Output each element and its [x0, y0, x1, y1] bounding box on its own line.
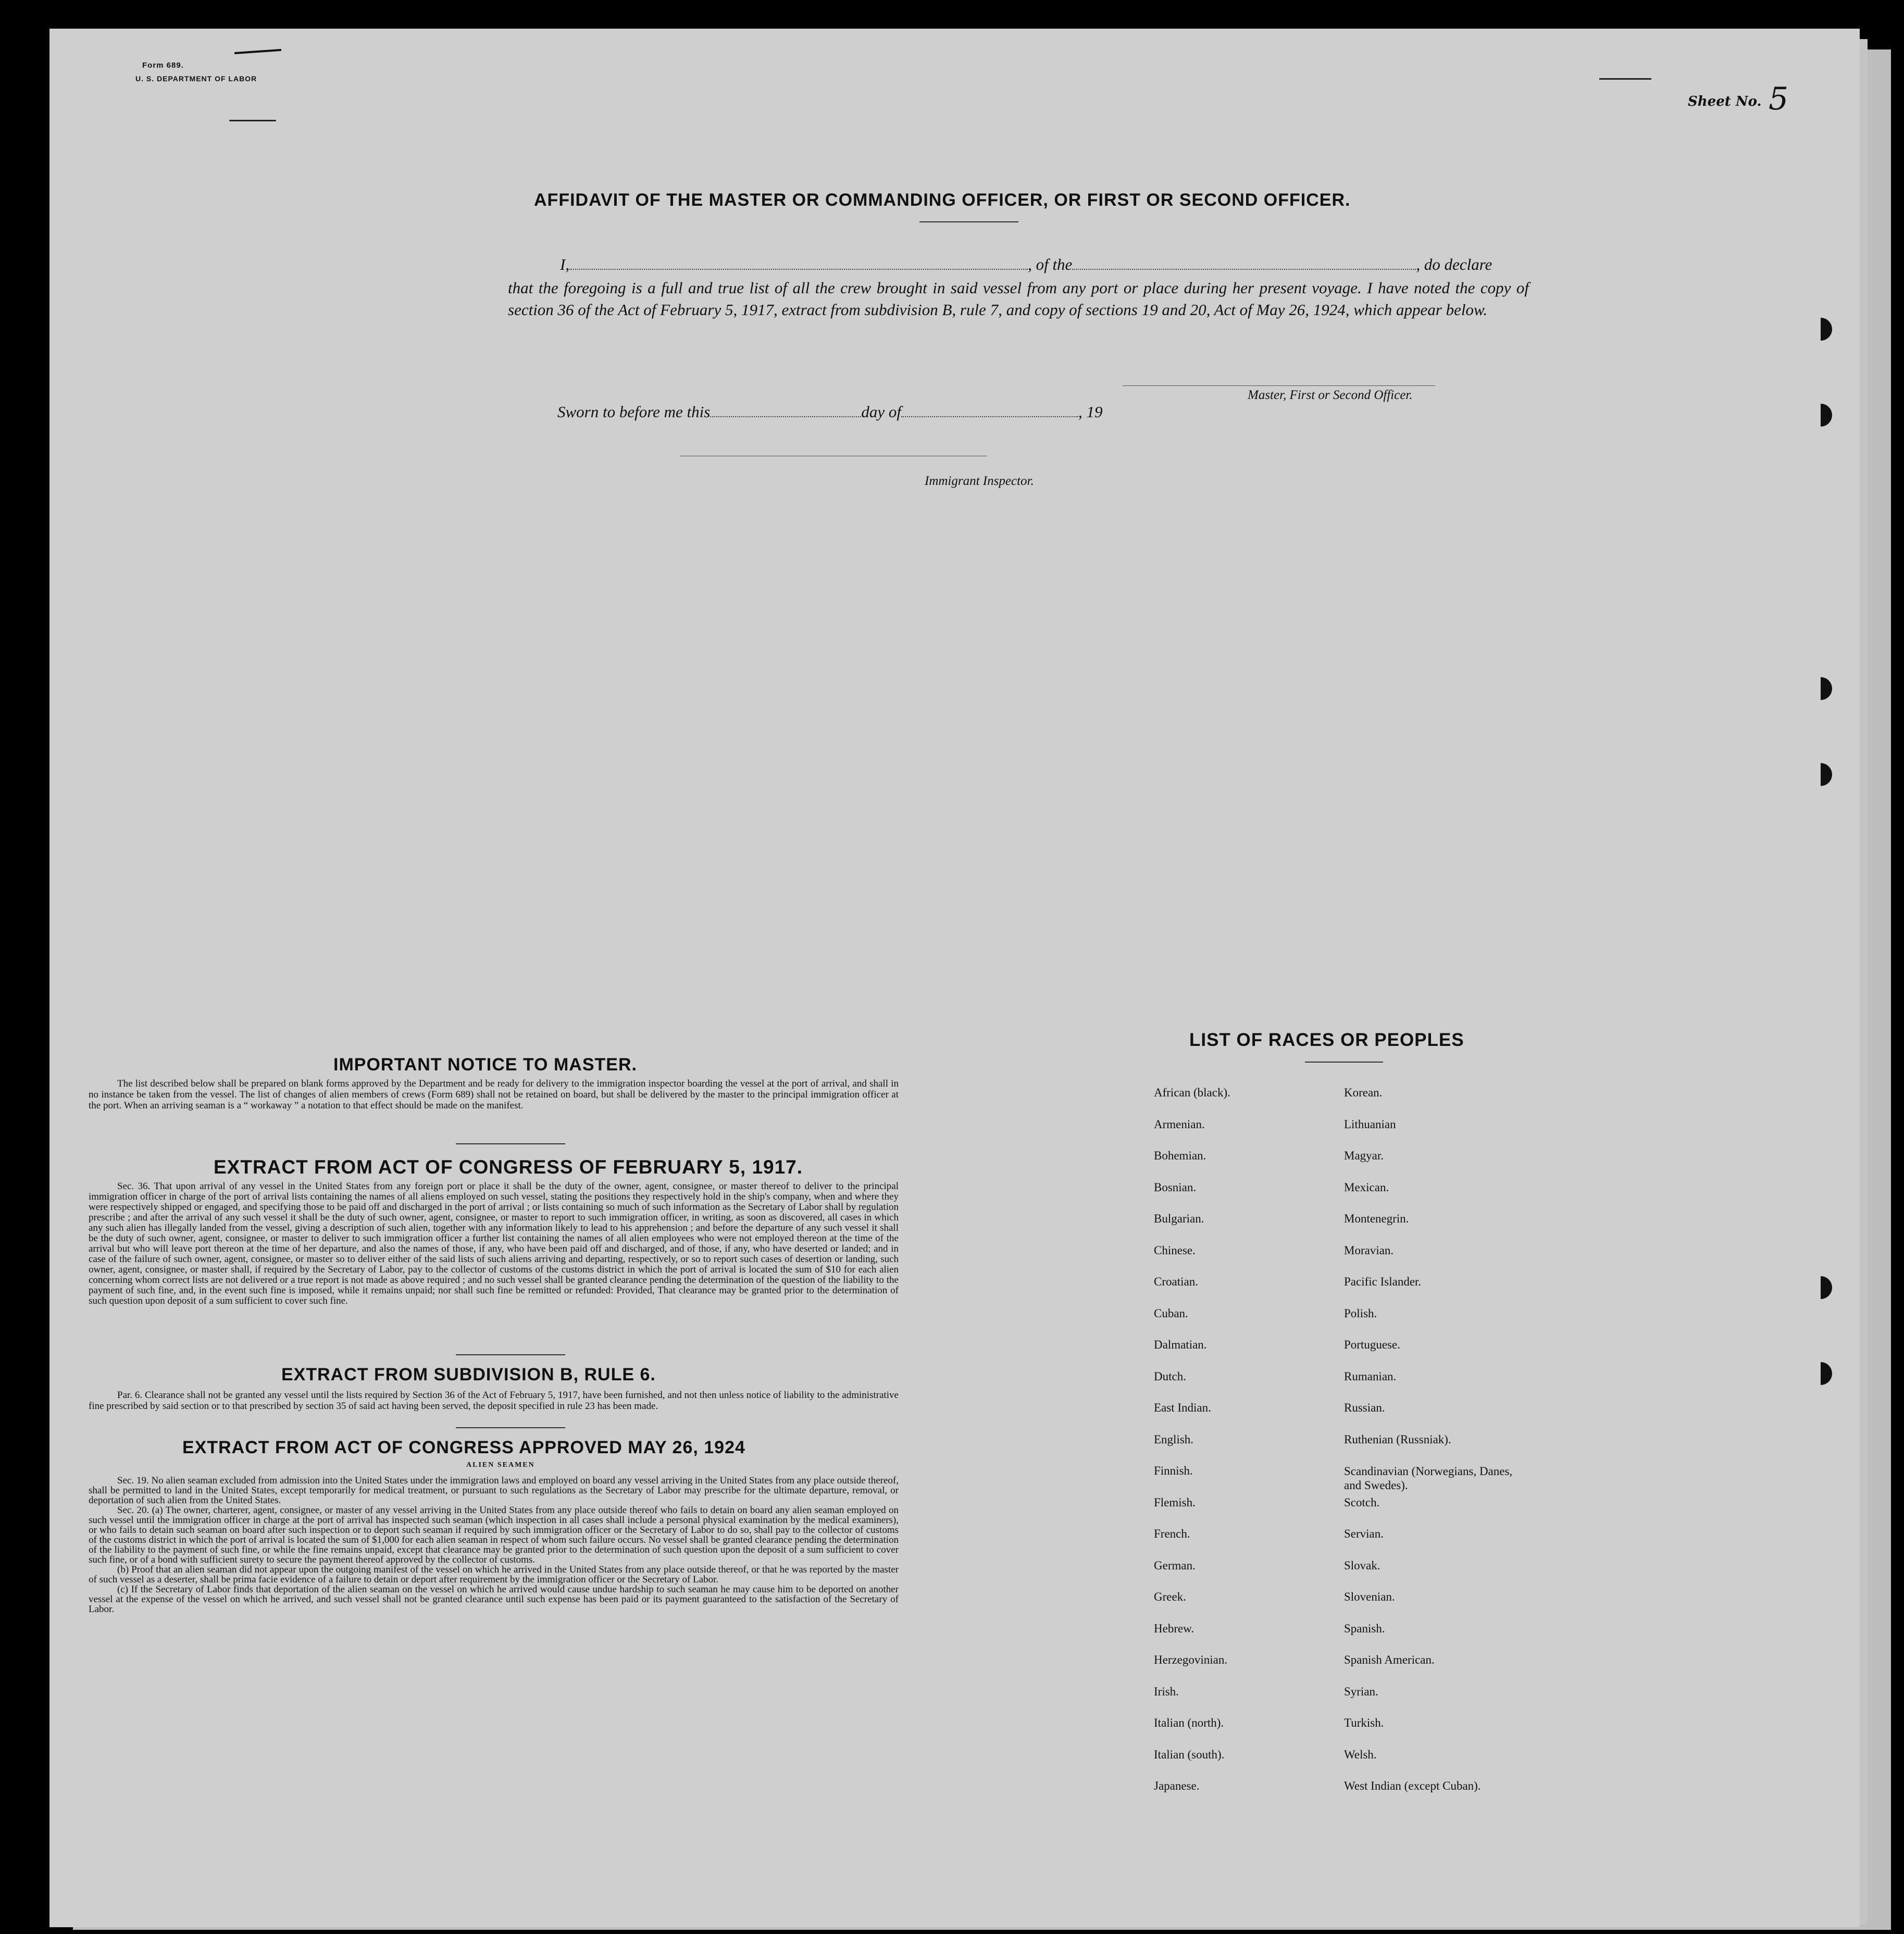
race-item: Lithuanian [1344, 1117, 1396, 1131]
month-blank [901, 416, 1078, 417]
extract-1924-text [89, 1476, 899, 1614]
race-item: Montenegrin. [1344, 1212, 1409, 1225]
vessel-blank [1072, 269, 1416, 270]
extract-1924-title: EXTRACT FROM ACT OF CONGRESS APPROVED MAY 26, 1924 [182, 1438, 745, 1457]
section-19-paragraph: Sec. 19. No alien seaman excluded from admission into the United States under the immigration laws and employed on board any vessel arriving in the United States from any place outside thereof, shall be permitted to land in the United States, except temporarily for medical treatment, or pursuant to such regulations as the Secretary of Labor may prescribe for the ultimate departure, removal, or deportation of such alien from the United States. [89, 1475, 899, 1506]
affidavit-first-line [508, 254, 1492, 276]
race-item: Rumanian. [1344, 1369, 1397, 1383]
affidavit-body: that the foregoing is a full and true list of all the crew brought in said vessel from any port or place during her present voyage. I have noted the copy of section 36 of the Act of February 5, 1917, extract from subdivision B, rule 7, and copy of sections 19 and 20, Act of May 26, 1924, which appear below. [508, 279, 1529, 319]
handwritten-mark [229, 120, 276, 121]
race-item: Herzegovinian. [1154, 1653, 1228, 1666]
department-name: U. S. DEPARTMENT OF LABOR [135, 74, 257, 83]
race-item: African (black). [1154, 1086, 1230, 1099]
affidavit-i: I, [560, 255, 570, 273]
race-item: Scandinavian (Norwegians, Danes, and Swedes). [1344, 1465, 1513, 1492]
race-item: Korean. [1344, 1086, 1383, 1099]
document-page [49, 29, 1860, 1927]
name-blank [569, 269, 1028, 270]
signature-label: Master, First or Second Officer. [1248, 388, 1413, 402]
section-divider [456, 1427, 565, 1428]
extract-1917-title: EXTRACT FROM ACT OF CONGRESS OF FEBRUARY 5, 1917. [214, 1156, 803, 1178]
race-item: West Indian (except Cuban). [1344, 1779, 1481, 1792]
rule-6-title: EXTRACT FROM SUBDIVISION B, RULE 6. [281, 1365, 656, 1384]
race-item: Bulgarian. [1154, 1212, 1204, 1225]
inspector-label: Immigrant Inspector. [925, 474, 1034, 488]
race-item: Russian. [1344, 1401, 1385, 1414]
affidavit-of-the: , of the [1028, 255, 1073, 273]
notice-paragraph: The list described below shall be prepared on blank forms approved by the Department and be ready for delivery to the immigration inspector boarding the vessel at the port of arrival, and shall in no instance be taken from the vessel. The list of changes of alien members of crews (Form 689) shall not be retained on board, but shall be delivered by the master to the principal immigration officer at the port. When an arriving seaman is a “ workaway ” a notation to that effect should be made on the manifest. [89, 1078, 899, 1111]
race-item: Flemish. [1154, 1495, 1196, 1509]
signature-line [1123, 385, 1435, 386]
race-item: East Indian. [1154, 1401, 1211, 1414]
race-item: Italian (north). [1154, 1716, 1224, 1729]
race-item: Japanese. [1154, 1779, 1200, 1792]
punch-hole [1821, 1276, 1832, 1299]
race-item: Ruthenian (Russniak). [1344, 1432, 1451, 1446]
race-item: French. [1154, 1527, 1190, 1540]
sworn-text: Sworn to before me this [557, 403, 711, 421]
affidavit-title: AFFIDAVIT OF THE MASTER OR COMMANDING OFFICER, OR FIRST OR SECOND OFFICER. [534, 190, 1351, 210]
race-item: Mexican. [1344, 1180, 1389, 1194]
handwritten-mark [1599, 78, 1651, 80]
day-of-text: day of [861, 403, 901, 421]
race-item: Italian (south). [1154, 1748, 1225, 1761]
extract-1917-text [89, 1181, 899, 1306]
race-item: Armenian. [1154, 1117, 1205, 1131]
race-item: Slovenian. [1344, 1590, 1395, 1603]
race-item: Spanish. [1344, 1621, 1385, 1635]
punch-hole [1821, 763, 1832, 786]
notice-text [89, 1078, 899, 1111]
race-item: Cuban. [1154, 1306, 1188, 1320]
race-item: Dalmatian. [1154, 1338, 1207, 1351]
title-underline [919, 221, 1018, 222]
section-20c-paragraph: (c) If the Secretary of Labor finds that deportation of the alien seaman on the vessel on which he arrived would cause undue hardship to such seaman he may cause him to be deported on another vessel at the expense of the vessel on which he arrived, and such vessel shall not be granted clearance until such expense has been paid or its payment guaranteed to the satisfaction of the Secretary of Labor. [89, 1584, 899, 1615]
race-item: Welsh. [1344, 1748, 1377, 1761]
sworn-line [557, 401, 1102, 423]
race-item: Turkish. [1344, 1716, 1384, 1729]
race-item: Bosnian. [1154, 1180, 1197, 1194]
races-title: LIST OF RACES OR PEOPLES [1189, 1030, 1464, 1050]
race-item: Portuguese. [1344, 1338, 1400, 1351]
punch-hole [1821, 677, 1832, 700]
race-item: Syrian. [1344, 1685, 1378, 1698]
race-item: German. [1154, 1558, 1196, 1572]
section-36-paragraph: Sec. 36. That upon arrival of any vessel in the United States from any foreign port or place it shall be the duty of the owner, agent, consignee, or master thereof to deliver to the principal immigration officer in charge of the port of arrival lists containing the names of all aliens employed on such vessel, stating the positions they respectively hold in the ship's company, when and where they were respectively shipped or engaged, and specifying those to be paid off and discharged in the port of arrival ; or lists containing so much of such information as the Secretary of Labor shall by regulation prescribe ; and after the arrival of any such vessel it shall be the duty of such owner, agent, consignee, or master to report to such immigration officer, in writing, as soon as discovered, all cases in which any such alien has illegally landed from the vessel, giving a description of such alien, together with any information likely to lead to his apprehension ; and before the departure of any such vessel it shall be the duty of such owner, agent, consignee, or master to deliver to such immigration officer a further list containing the names of all alien employees who were not employed thereon at the time of the arrival but who will leave port thereon at the time of her departure, and also the names of those, if any, who have been paid off and discharged, and of those, if any, who have deserted or landed; and in case of the failure of such owner, agent, consignee, or master so to deliver either of the said lists of such aliens arriving and departing, respectively, or so to report such cases of desertion or landing, such owner, agent, consignee, or master shall, if required by the Secretary of Labor, pay to the collector of customs of the customs district in which the port of arrival is located the sum of $10 for each alien concerning whom correct lists are not delivered or a true report is not made as above required ; and no such vessel shall be granted clearance pending the determination of the question of the liability to the payment of such fine, and, in the event such fine is imposed, while it remains unpaid; nor shall such fine be remitted or refunded: Provided, That clearance may be granted prior to the determination of such question upon deposit of a sum sufficient to cover such fine. [89, 1181, 899, 1306]
handwritten-mark [234, 49, 281, 54]
race-item: Greek. [1154, 1590, 1186, 1603]
race-item: Croatian. [1154, 1275, 1198, 1288]
race-item: English. [1154, 1432, 1194, 1446]
day-blank [710, 416, 861, 417]
race-item: Irish. [1154, 1685, 1179, 1698]
punch-hole [1821, 318, 1832, 341]
affidavit-declare: , do declare [1416, 255, 1492, 273]
form-number: Form 689. [142, 61, 184, 70]
race-item: Slovak. [1344, 1558, 1380, 1572]
rule-6-text [89, 1390, 899, 1412]
punch-hole [1821, 404, 1832, 427]
race-item: Magyar. [1344, 1149, 1384, 1162]
race-item: Moravian. [1344, 1243, 1394, 1257]
section-20b-paragraph: (b) Proof that an alien seaman did not appear upon the outgoing manifest of the vessel on which he arrived in the United States from any place outside thereof, or that he was reported by the master of such vessel as a deserter, shall be prima facie evidence of a failure to detain or deport after requirement by the immigration officer or the Secretary of Labor. [89, 1564, 899, 1585]
race-item: Chinese. [1154, 1243, 1196, 1257]
section-divider [456, 1143, 565, 1144]
race-item: Scotch. [1344, 1495, 1380, 1509]
race-item: Pacific Islander. [1344, 1275, 1422, 1288]
rule-6-paragraph: Par. 6. Clearance shall not be granted any vessel until the lists required by Section 36 of the Act of February 5, 1917, have been furnished, and not then unless notice of liability to the administrative fine prescribed by said section or to that prescribed by section 35 of said act having been served, the deposit specified in rule 23 has been made. [89, 1390, 899, 1412]
race-item: Bohemian. [1154, 1149, 1206, 1162]
section-divider [456, 1354, 565, 1355]
section-20a-paragraph: Sec. 20. (a) The owner, charterer, agent, consignee, or master of any vessel arriving in the United States from any place outside thereof who fails to detain on board any alien seaman employed on such vessel until the immigration officer in charge at the port of arrival has inspected such seaman (which inspection in all cases shall include a personal physical examination by the medical examiners), or who fails to detain such seaman on board after such inspection or to deport such seaman if required by such immigration officer or the Secretary of Labor to do so, shall pay to the collector of customs of the customs district in which the port of arrival is located the sum of $1,000 for each alien seaman in respect of whom such failure occurs. No vessel shall be granted clearance pending the determination of the liability to the payment of such fine, or while the fine remains unpaid, except that clearance may be granted prior to the determination of such question upon the deposit of a sum sufficient to cover such fine, or of a bond with sufficient surety to secure the payment thereof approved by the collector of customs. [89, 1505, 899, 1565]
year-text: , 19 [1078, 403, 1103, 421]
race-item: Servian. [1344, 1527, 1384, 1540]
punch-hole [1821, 1362, 1832, 1385]
race-item: Finnish. [1154, 1464, 1193, 1477]
sheet-number-label: Sheet No. [1688, 94, 1762, 109]
race-item: Polish. [1344, 1306, 1377, 1320]
race-item: Spanish American. [1344, 1653, 1435, 1666]
notice-title: IMPORTANT NOTICE TO MASTER. [333, 1055, 637, 1075]
alien-seamen-subtitle: ALIEN SEAMEN [466, 1461, 535, 1469]
sheet-number: 5 [1769, 81, 1789, 117]
race-item: Dutch. [1154, 1369, 1186, 1383]
race-item: Hebrew. [1154, 1621, 1194, 1635]
races-underline [1305, 1062, 1383, 1063]
